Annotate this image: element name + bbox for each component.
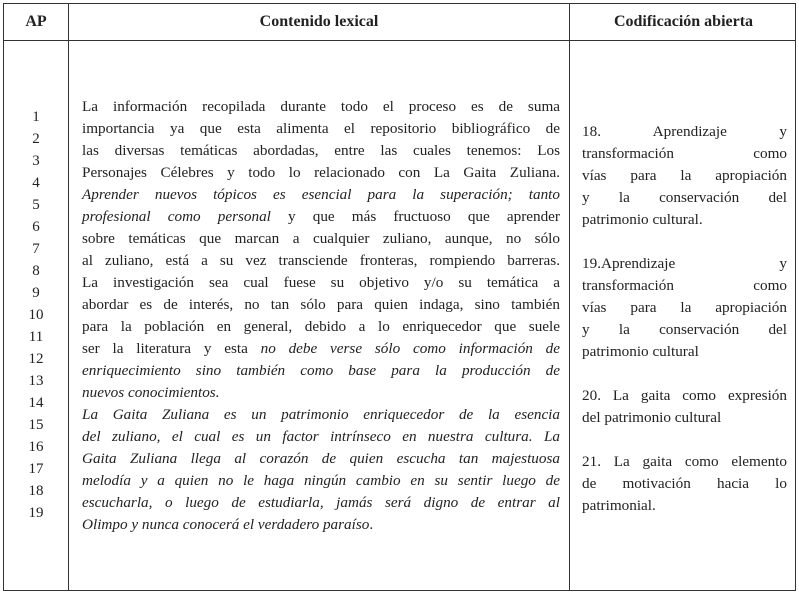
content-line [82,184,560,206]
line-number: 16 [28,439,44,455]
italic-text: escucharla, o luego de estudiarla, jamás será digno de entrar al [82,494,560,511]
content-line [82,448,560,470]
code-line: y la conservación del [582,321,787,338]
content-line [82,272,560,294]
text: La investigación sea cual fuese su objetivo y/o su temática a [82,274,560,291]
code-line: patrimonial. [582,497,656,514]
code-entry [582,451,787,517]
line-number: 5 [32,197,40,213]
content-line [82,162,560,184]
line-number: 3 [32,153,40,169]
italic-text: no debe verse sólo como información de [260,340,561,357]
content-line [82,140,560,162]
code-line: vías para la apropiación [582,167,787,184]
code-line: transformación como [582,277,787,294]
code-line: 21. La gaita como elemento [582,453,787,470]
line-number: 14 [28,395,44,411]
code-line: de motivación hacia lo [582,475,787,492]
line-number: 1 [32,109,40,125]
header-codificacion-abierta: Codificación abierta [613,13,754,30]
text: Personajes Célebres y todo lo relacionado con La Gaita Zuliana. [82,164,560,181]
line-number: 8 [32,263,40,279]
line-numbers [4,106,68,524]
content-line [82,360,560,382]
open-coding [582,121,787,539]
line-number: 2 [32,131,40,147]
line-number: 18 [28,483,44,499]
lexical-content [82,96,560,536]
line-number: 17 [28,461,44,477]
code-entry [582,253,787,363]
code-line: patrimonio cultural. [582,211,703,228]
code-entry [582,121,787,231]
content-line [82,316,560,338]
content-line [82,404,560,426]
line-number: 19 [28,505,44,521]
column-divider [569,4,570,590]
line-number: 15 [28,417,44,433]
content-line [82,96,560,118]
code-entry [582,385,787,429]
text: para la población en general, debido a lo enriquecedor que suele [82,318,560,335]
italic-text: La Gaita Zuliana es un patrimonio enriquecedor de la esencia [82,406,560,423]
italic-text: Aprender nuevos tópicos es esencial para la superación; tanto [82,186,560,203]
code-line: 19.Aprendizaje y [582,255,787,272]
header-divider [4,40,795,41]
italic-text: melodía y a quien no le haga ningún cambio en su sentir luego de [82,472,560,489]
line-number: 12 [28,351,44,367]
line-number: 10 [28,307,44,323]
text: las diversas temáticas abordadas, entre las cuales tenemos: Los [82,142,560,159]
code-line: y la conservación del [582,189,787,206]
line-number: 4 [32,175,40,191]
text: . [369,516,374,533]
line-number: 6 [32,219,40,235]
line-number: 9 [32,285,40,301]
content-line [82,228,560,250]
content-line [82,470,560,492]
content-line [82,514,560,536]
text: sobre temáticas que marcan a cualquier zuliano, aunque, no sólo [82,230,560,247]
code-line: del patrimonio cultural [582,409,722,426]
content-line [82,250,560,272]
text: ser la literatura y esta [82,340,261,357]
line-number: 7 [32,241,40,257]
code-line: 18. Aprendizaje y [582,123,787,140]
italic-text: profesional como personal [82,208,271,225]
italic-text: Olimpo y nunca conocerá el verdadero paraíso [82,516,370,533]
code-line: 20. La gaita como expresión [582,387,787,404]
code-line: transformación como [582,145,787,162]
content-line [82,492,560,514]
text: y que más fructuoso que aprender [270,208,560,225]
text: abordar es de interés, no tan sólo para quien indaga, sino también [82,296,560,313]
text: La información recopilada durante todo el proceso es de suma [82,98,560,115]
header-contenido-lexical: Contenido lexical [259,13,379,30]
header-ap: AP [25,13,47,30]
content-line [82,338,560,360]
italic-text: del zuliano, el cual es un factor intrínseco en nuestra cultura. La [82,428,560,445]
content-line [82,382,560,404]
content-line [82,294,560,316]
column-divider [68,4,69,590]
content-line [82,426,560,448]
line-number: 11 [28,329,44,345]
line-number: 13 [28,373,44,389]
content-line [82,206,560,228]
table [3,3,796,591]
italic-text: Gaita Zuliana llega al corazón de quien escucha tan majestuosa [82,450,560,467]
text: importancia ya que esta alimenta el repositorio bibliográfico de [82,120,560,137]
content-line [82,118,560,140]
text: al zuliano, está a su vez transciende fronteras, rompiendo barreras. [82,252,560,269]
italic-text: enriquecimiento sino también como base para la producción de [82,362,560,379]
code-line: patrimonio cultural [582,343,699,360]
code-line: vías para la apropiación [582,299,787,316]
italic-text: nuevos conocimientos. [82,384,220,401]
